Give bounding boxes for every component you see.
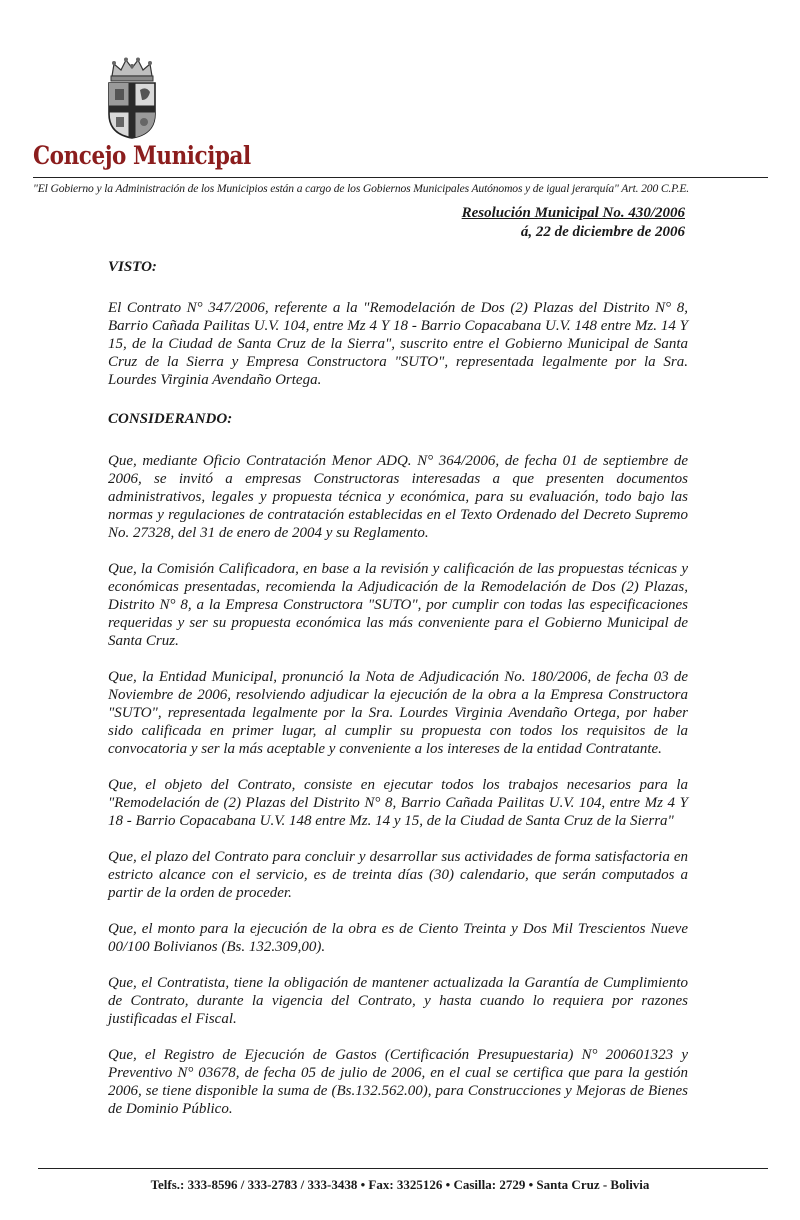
considerando-heading: CONSIDERANDO: (108, 411, 233, 427)
coat-of-arms-icon (104, 56, 160, 140)
considerando-paragraph-7: Que, el Contratista, tiene la obligación de mantener actualizada la Garantía de Cumplimiento de Contrato, durante la vigencia del Contrato, y hasta cuando lo requiera por razones justificadas el Fiscal. (108, 975, 688, 1027)
resolution-number: Resolución Municipal No. 430/2006 (461, 205, 685, 221)
considerando-paragraph-3: Que, la Entidad Municipal, pronunció la Nota de Adjudicación No. 180/2006, de fecha 03 de Noviembre de 2006, resolviendo adjudicar la ejecución de la obra a la Empresa Constructora "SUTO", representada legalmente por la Sra. Lourdes Virginia Avendaño Ortega, por haber sido calificada en primer lugar, al cumplir su propuesta con todos los requisitos de la convocatoria y ser la más aceptable y conveniente a los intereses de la entidad Contratante. (108, 669, 688, 757)
header-divider (33, 177, 768, 178)
document-body (108, 258, 688, 1136)
considerando-paragraph-8: Que, el Registro de Ejecución de Gastos (Certificación Presupuestaria) N° 200601323 y Preventivo N° 03678, de fecha 05 de julio de 2006, en el cual se certifica que para la gestión 2006, se tiene disponible la suma de (Bs.132.562.00), para Construcciones y Mejoras de Bienes de Dominio Público. (108, 1047, 688, 1117)
header-motto: "El Gobierno y la Administración de los Municipios están a cargo de los Gobiernos Municipales Autónomos y de igual jerarquía" Art. 200 C.P.E. (33, 182, 690, 195)
visto-paragraph: El Contrato N° 347/2006, referente a la "Remodelación de Dos (2) Plazas del Distrito N° 8, Barrio Cañada Pailitas U.V. 104, entre Mz 4 Y 18 - Barrio Copacabana U.V. 148 entre Mz. 14 Y 15, de la Ciudad de Santa Cruz de la Sierra", suscrito entre el Gobierno Municipal de Santa Cruz de la Sierra y Empresa Constructora "SUTO", representada legalmente por la Sra. Lourdes Virginia Avendaño Ortega. (108, 300, 688, 388)
footer-divider (38, 1168, 768, 1169)
considerando-paragraph-4: Que, el objeto del Contrato, consiste en ejecutar todos los trabajos necesarios para la "Remodelación de (2) Plazas del Distrito N° 8, Barrio Cañada Pailitas U.V. 104, entre Mz 4 Y 18 - Barrio Copacabana U.V. 148 entre Mz. 14 y 15, de la Ciudad de Santa Cruz de la Sierra" (108, 777, 688, 829)
considerando-paragraph-2: Que, la Comisión Calificadora, en base a la revisión y calificación de las propuestas técnicas y económicas presentadas, recomienda la Adjudicación de la Remodelación de Dos (2) Plazas, Distrito N° 8, a la Empresa Constructora "SUTO", por cumplir con todas las especificaciones requeridas y ser su propuesta económica las más conveniente para el Gobierno Municipal de Santa Cruz. (108, 561, 688, 649)
visto-heading: VISTO: (108, 259, 157, 275)
organization-title: Concejo Municipal (33, 141, 251, 170)
considerando-paragraph-1: Que, mediante Oficio Contratación Menor ADQ. N° 364/2006, de fecha 01 de septiembre de 2006, se invitó a empresas Constructoras interesadas a que presenten documentos administrativos, legales y propuesta técnica y económica, para su evaluación, todo bajo las normas y regulaciones de contratación establecidas en el Texto Ordenado del Decreto Supremo No. 27328, del 31 de enero de 2004 y su Reglamento. (108, 453, 688, 541)
considerando-paragraph-5: Que, el plazo del Contrato para concluir y desarrollar sus actividades de forma satisfactoria en estricto alcance con el servicio, es de treinta días (30) calendario, que serán computados a partir de la orden de proceder. (108, 849, 688, 901)
considerando-paragraph-6: Que, el monto para la ejecución de la obra es de Ciento Treinta y Dos Mil Trescientos Nueve 00/100 Bolivianos (Bs. 132.309,00). (108, 921, 688, 955)
footer-contact: Telfs.: 333-8596 / 333-2783 / 333-3438 • Fax: 3325126 • Casilla: 2729 • Santa Cruz - Bolivia (150, 1177, 650, 1192)
resolution-date: á, 22 de diciembre de 2006 (520, 224, 685, 240)
